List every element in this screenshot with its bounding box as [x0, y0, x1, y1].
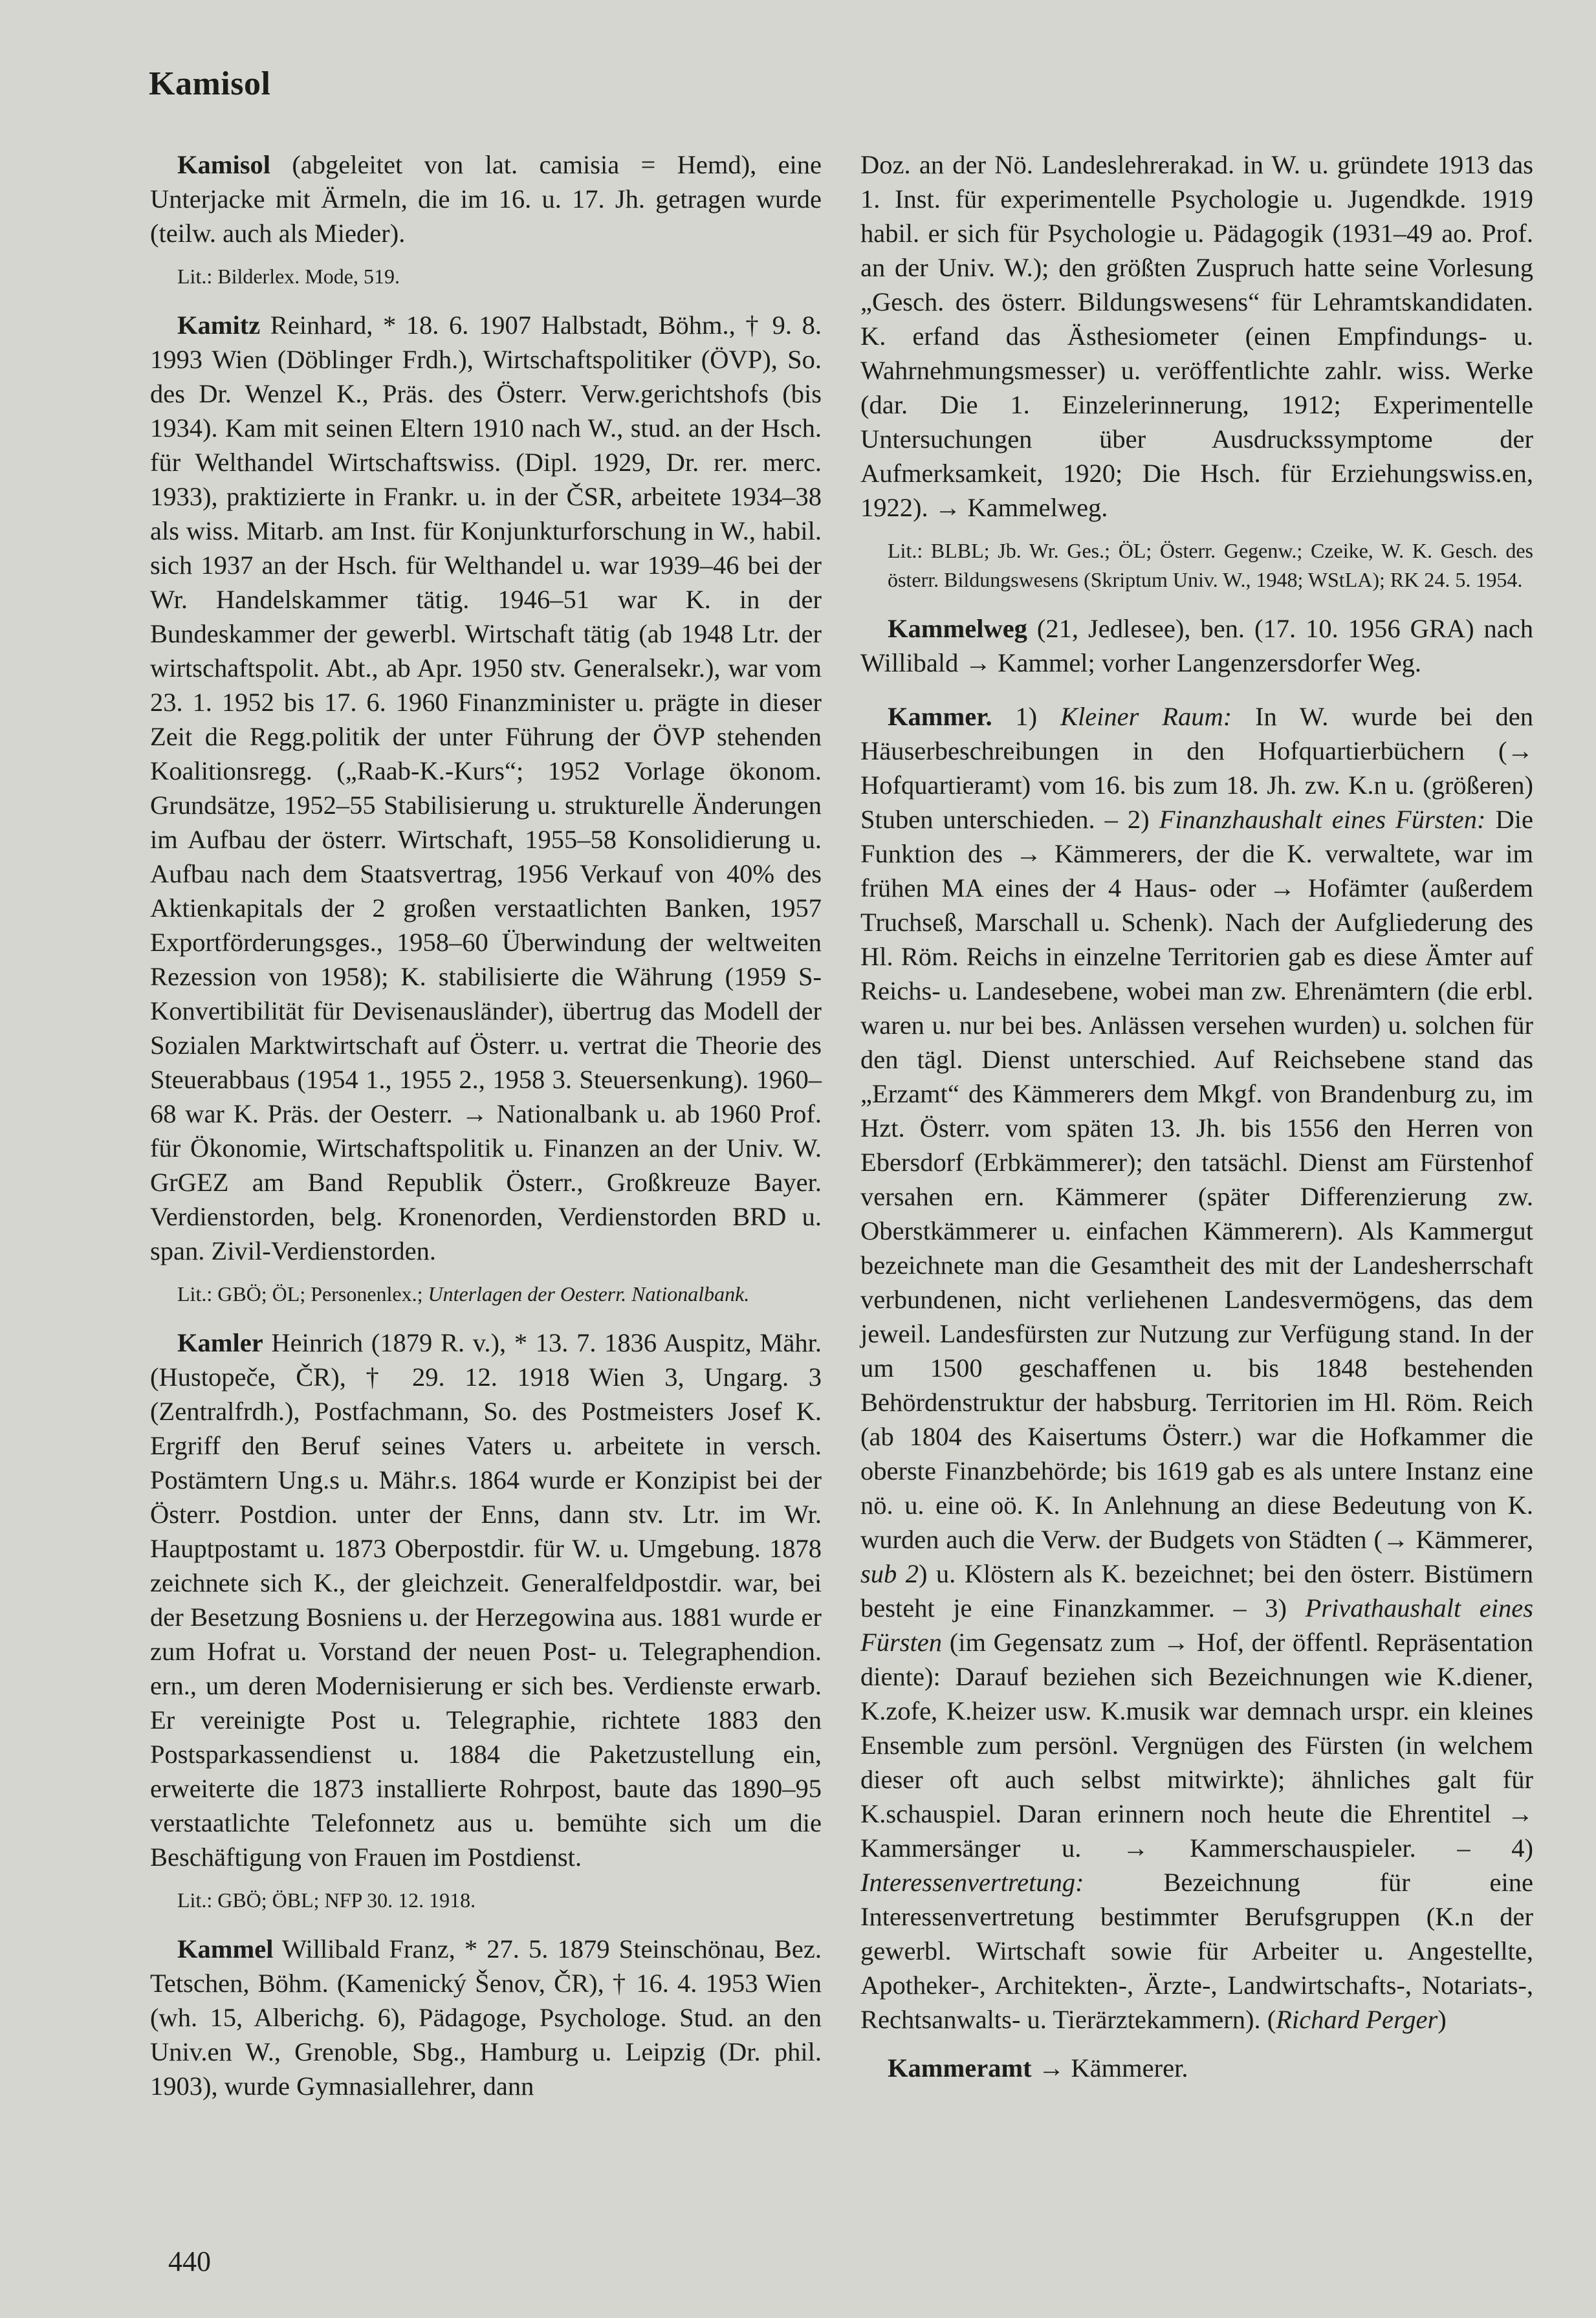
entry-text: (abgeleitet von lat. camisia = Hemd), eine Unterjacke mit Ärmeln, die im 16. u. 17. Jh. getragen wurde (teilw. auch als Mieder). [150, 150, 822, 248]
lemma: Kammel [177, 1934, 274, 1963]
lit-text: Lit.: BLBL; Jb. Wr. Ges.; ÖL; Österr. Gegenw.; Czeike, W. K. Gesch. des österr. Bildungswesens (Skriptum Univ. W., 1948; WStLA); RK 24. 5. 1954. [888, 539, 1533, 591]
page-number: 440 [168, 2246, 211, 2277]
entry-kammeramt [860, 2051, 1533, 2085]
literature-note [150, 262, 822, 291]
literature-note [860, 536, 1533, 595]
lemma: Kammeramt [888, 2053, 1032, 2083]
sense-text: In W. wurde bei den Häuserbeschreibungen in den Hofquartierbüchern (→ Hofquartieramt) vom 16. bis zum 18. Jh. zw. K.n u. (größeren) Stuben unterschieden. [860, 702, 1533, 834]
entry-kammer [860, 699, 1533, 2037]
sense-text: ) u. Klöstern als K. bezeichnet; bei den österr. Bistümern besteht je eine Finanzkammer. [860, 1559, 1534, 1623]
sense-text: Bezeichnung für eine Interessenvertretung bestimmter Berufsgruppen (K.n der gewerbl. Wirtschaft sowie für Arbeiter u. Angestellte, Apotheker-, Architekten-, Ärzte-, Landwirtschafts-, Notariats-, Rechtsanwalts- u. Tierärztekammern). ( [860, 1868, 1533, 2034]
sense-title: Finanzhaushalt eines Fürsten: [1159, 805, 1486, 834]
entry-text: Doz. an der Nö. Landeslehrerakad. in W. u. gründete 1913 das 1. Inst. für experimentelle Psychologie u. Jugendkde. 1919 habil. er sich für Psychologie u. Pädagogik (1931–49 ao. Prof. an der Univ. W.); den größten Zuspruch hatte seine Vorlesung „Gesch. des österr. Bildungswesens“ für Lehramtskandidaten. K. erfand das Ästhesiometer (einen Empfindungs- u. Wahrnehmungsmesser) u. veröffentlichte zahlr. wiss. Werke (dar. Die 1. Einzelerinnerung, 1912; Experimentelle Untersuchungen über Ausdruckssymptome der Aufmerksamkeit, 1920; Die Hsch. für Erziehungswiss.en, 1922). → Kammelweg. [860, 150, 1533, 522]
lemma: Kamisol [177, 150, 271, 179]
page-header-title: Kamisol [149, 65, 271, 102]
literature-note [150, 1886, 822, 1915]
sense-number: 1) [992, 702, 1060, 731]
entry-text: Heinrich (1879 R. v.), * 13. 7. 1836 Auspitz, Mähr. (Hustopeče, ČR), † 29. 12. 1918 Wien 3, Ungarg. 3 (Zentralfrdh.), Postfachmann, So. des Postmeisters Josef K. Ergriff den Beruf seines Vaters u. arbeitete in versch. Postämtern Ung.s u. Mähr.s. 1864 wurde er Konzipist bei der Österr. Postdion. unter der Enns, dann stv. Ltr. im Wr. Hauptpostamt u. 1873 Oberpostdir. für W. u. Umgebung. 1878 zeichnete sich K., der gleichzeit. Generalfeldpostdir. war, bei der Besetzung Bosniens u. der Herzegowina aus. 1881 wurde er zum Hofrat u. Vorstand der neuen Post- u. Telegraphendion. ern., um deren Modernisierung er sich bes. Verdienste erwarb. Er vereinigte Post u. Telegraphie, richtete 1883 den Postsparkassendienst u. 1884 die Paketzustellung ein, erweiterte die 1873 installierte Rohrpost, baute das 1890–95 verstaatlichte Telefonnetz aus u. bemühte sich um die Beschäftigung von Frauen im Postdienst. [150, 1328, 822, 1872]
entry-text: Willibald Franz, * 27. 5. 1879 Steinschönau, Bez. Tetschen, Böhm. (Kamenický Šenov, ČR), † 16. 4. 1953 Wien (wh. 15, Alberichg. 6), Pädagoge, Psychologe. Stud. an den Univ.en W., Grenoble, Sbg., Hamburg u. Leipzig (Dr. phil. 1903), wurde Gymnasiallehrer, dann [150, 1934, 822, 2101]
author-name: Richard Perger [1276, 2005, 1438, 2034]
lit-italic-text: Unterlagen der Oesterr. Nationalbank. [428, 1282, 750, 1306]
sense-title: Kleiner Raum: [1060, 702, 1232, 731]
cross-ref-sub: sub 2 [860, 1559, 919, 1588]
entry-text: → Kämmerer. [1031, 2053, 1188, 2083]
lit-text: Lit.: GBÖ; ÖL; Personenlex.; [177, 1282, 428, 1306]
right-column [860, 148, 1533, 2097]
sense-number: – 2) [1095, 805, 1159, 834]
entry-kammel-continued [860, 148, 1533, 525]
entry-text: Reinhard, * 18. 6. 1907 Halbstadt, Böhm., † 9. 8. 1993 Wien (Döblinger Frdh.), Wirtschaftspolitiker (ÖVP), So. des Dr. Wenzel K., Präs. des Österr. Verw.gerichtshofs (bis 1934). Kam mit seinen Eltern 1910 nach W., stud. an der Hsch. für Welthandel Wirtschaftswiss. (Dipl. 1929, Dr. rer. merc. 1933), praktizierte in Frankr. u. in der ČSR, arbeitete 1934–38 als wiss. Mitarb. am Inst. für Konjunkturforschung in W., habil. sich 1937 an der Hsch. für Welthandel u. war 1939–46 bei der Wr. Handelskammer tätig. 1946–51 war K. in der Bundeskammer der gewerbl. Wirtschaft tätig (ab 1948 Ltr. der wirtschaftspolit. Abt., ab Apr. 1950 stv. Generalsekr.), war vom 23. 1. 1952 bis 17. 6. 1960 Finanzminister u. prägte in dieser Zeit die Regg.politik der unter Führung der ÖVP stehenden Koalitionsregg. („Raab-K.-Kurs“; 1952 Vorlage ökonom. Grundsätze, 1952–55 Stabilisierung u. strukturelle Änderungen im Aufbau der österr. Wirtschaft, 1955–58 Konsolidierung u. Aufbau nach dem Staatsvertrag, 1956 Verkauf von 40% des Aktienkapitals der 2 großen verstaatlichten Banken, 1957 Exportförderungsges., 1958–60 Überwindung der weltweiten Rezession von 1958); K. stabilisierte die Währung (1959 S-Konvertibilität für Devisenausländer), übertrug das Modell der Sozialen Marktwirtschaft auf Österr. u. vertrat die Theorie des Steuerabbaus (1954 1., 1955 2., 1958 3. Steuersenkung). 1960–68 war K. Präs. der Oesterr. → Nationalbank u. ab 1960 Prof. für Ökonomie, Wirtschaftspolitik u. Finanzen an der Univ. W. GrGEZ am Band Republik Österr., Großkreuze Bayer. Verdienstorden, belg. Kronenorden, Verdienstorden BRD u. span. Zivil-Verdienstorden. [150, 311, 822, 1265]
lemma: Kamler [177, 1328, 263, 1357]
lit-text: Lit.: GBÖ; ÖBL; NFP 30. 12. 1918. [177, 1888, 476, 1912]
entry-kamitz [150, 308, 822, 1268]
sense-number: – 3) [1214, 1593, 1306, 1623]
left-column [150, 148, 822, 2115]
entry-kammelweg [860, 611, 1533, 680]
sense-title: Privathaushalt eines Fürsten [860, 1593, 1533, 1657]
entry-text: (21, Jedlesee), ben. (17. 10. 1956 GRA) nach Willibald → Kammel; vorher Langenzersdorfer Weg. [860, 614, 1533, 677]
entry-kamler [150, 1326, 822, 1874]
lit-text: Lit.: Bilderlex. Mode, 519. [177, 265, 400, 288]
author-close: ) [1437, 2005, 1447, 2034]
sense-text: Die Funktion des → Kämmerers, der die K. verwaltete, war im frühen MA eines der 4 Haus- oder → Hofämter (außerdem Truchseß, Marschall u. Schenk). Nach der Aufgliederung des Hl. Röm. Reichs in einzelne Territorien gab es diese Ämter auf Reichs- u. Landesebene, wobei man zw. Ehrenämtern (die erbl. waren u. nur bei bes. Anlässen versehen wurden) u. solchen für den tägl. Dienst unterschied. Auf Reichsebene stand das „Erzamt“ des Kämmerers dem Mkgf. von Brandenburg zu, im Hzt. Österr. vom späten 13. Jh. bis 1556 den Herren von Ebersdorf (Erbkämmerer); den tatsächl. Dienst am Fürstenhof versahen ern. Kämmerer (später Differenzierung zw. Oberstkämmerer u. einfachen Kämmerern). Als Kammergut bezeichnete man die Gesamtheit des mit der Landesherrschaft verbundenen, nicht verliehenen Landesvermögens, das dem jeweil. Landesfürsten zur Nutzung zur Verfügung stand. In der um 1500 geschaffenen u. bis 1848 bestehenden Behördenstruktur der habsburg. Territorien im Hl. Röm. Reich (ab 1804 des Kaisertums Österr.) war die Hofkammer die oberste Finanzbehörde; bis 1619 gab es als untere Instanz eine nö. u. eine oö. K. In Anlehnung an diese Bedeutung von K. wurden auch die Verw. der Budgets von Städten (→ Kämmerer, [860, 805, 1533, 1554]
sense-text: (im Gegensatz zum → Hof, der öffentl. Repräsentation diente): Darauf beziehen sich Bezeichnungen wie K.diener, K.zofe, K.heizer usw. K.musik war demnach urspr. ein kleines Ensemble zum persönl. Vergnügen des Fürsten (in welchem dieser oft auch selbst mitwirkte); ähnliches galt für K.schauspiel. Daran erinnern noch heute die Ehrentitel → Kammersänger u. → Kammerschauspieler. [860, 1628, 1533, 1863]
lemma: Kammelweg [888, 614, 1027, 643]
entry-kammel [150, 1932, 822, 2103]
lemma: Kammer. [888, 702, 992, 731]
lemma: Kamitz [177, 311, 261, 340]
literature-note [150, 1280, 822, 1309]
sense-number: – 4) [1416, 1833, 1533, 1863]
sense-title: Interessenvertretung: [860, 1868, 1084, 1897]
entry-kamisol [150, 148, 822, 250]
